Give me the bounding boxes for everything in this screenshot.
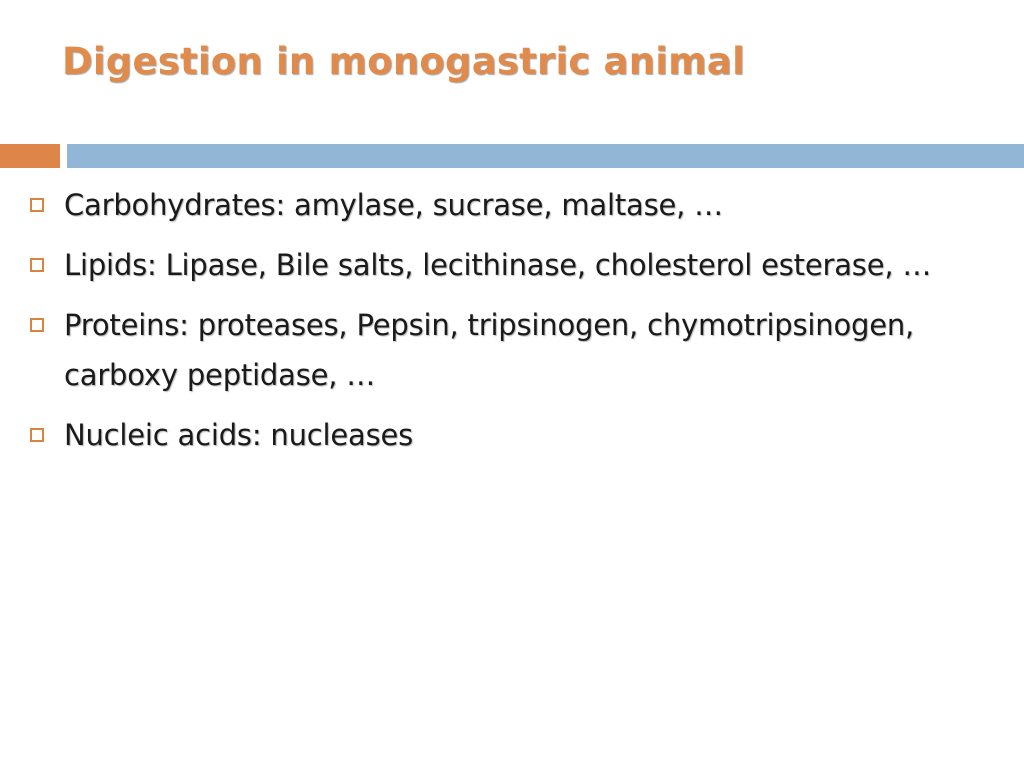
accent-bar-blue — [67, 144, 1024, 168]
square-bullet-icon — [30, 198, 44, 212]
bullet-text: Proteins: proteases, Pepsin, tripsinogen, chymotripsinogen, carboxy peptidase, … — [64, 308, 915, 392]
bullet-text: Nucleic acids: nucleases — [64, 418, 414, 452]
bullet-item-nucleic-acids — [30, 410, 1000, 460]
bullet-list — [30, 180, 1000, 470]
square-bullet-icon — [30, 318, 44, 332]
accent-bar-orange — [0, 144, 60, 168]
bullet-text: Lipids: Lipase, Bile salts, lecithinase, cholesterol esterase, … — [64, 248, 932, 282]
slide-title: Digestion in monogastric animal — [62, 40, 745, 83]
bullet-item-proteins — [30, 300, 1000, 400]
bullet-item-lipids — [30, 240, 1000, 290]
bullet-item-carbohydrates — [30, 180, 1000, 230]
square-bullet-icon — [30, 428, 44, 442]
bullet-text: Carbohydrates: amylase, sucrase, maltase, … — [64, 188, 723, 222]
square-bullet-icon — [30, 258, 44, 272]
